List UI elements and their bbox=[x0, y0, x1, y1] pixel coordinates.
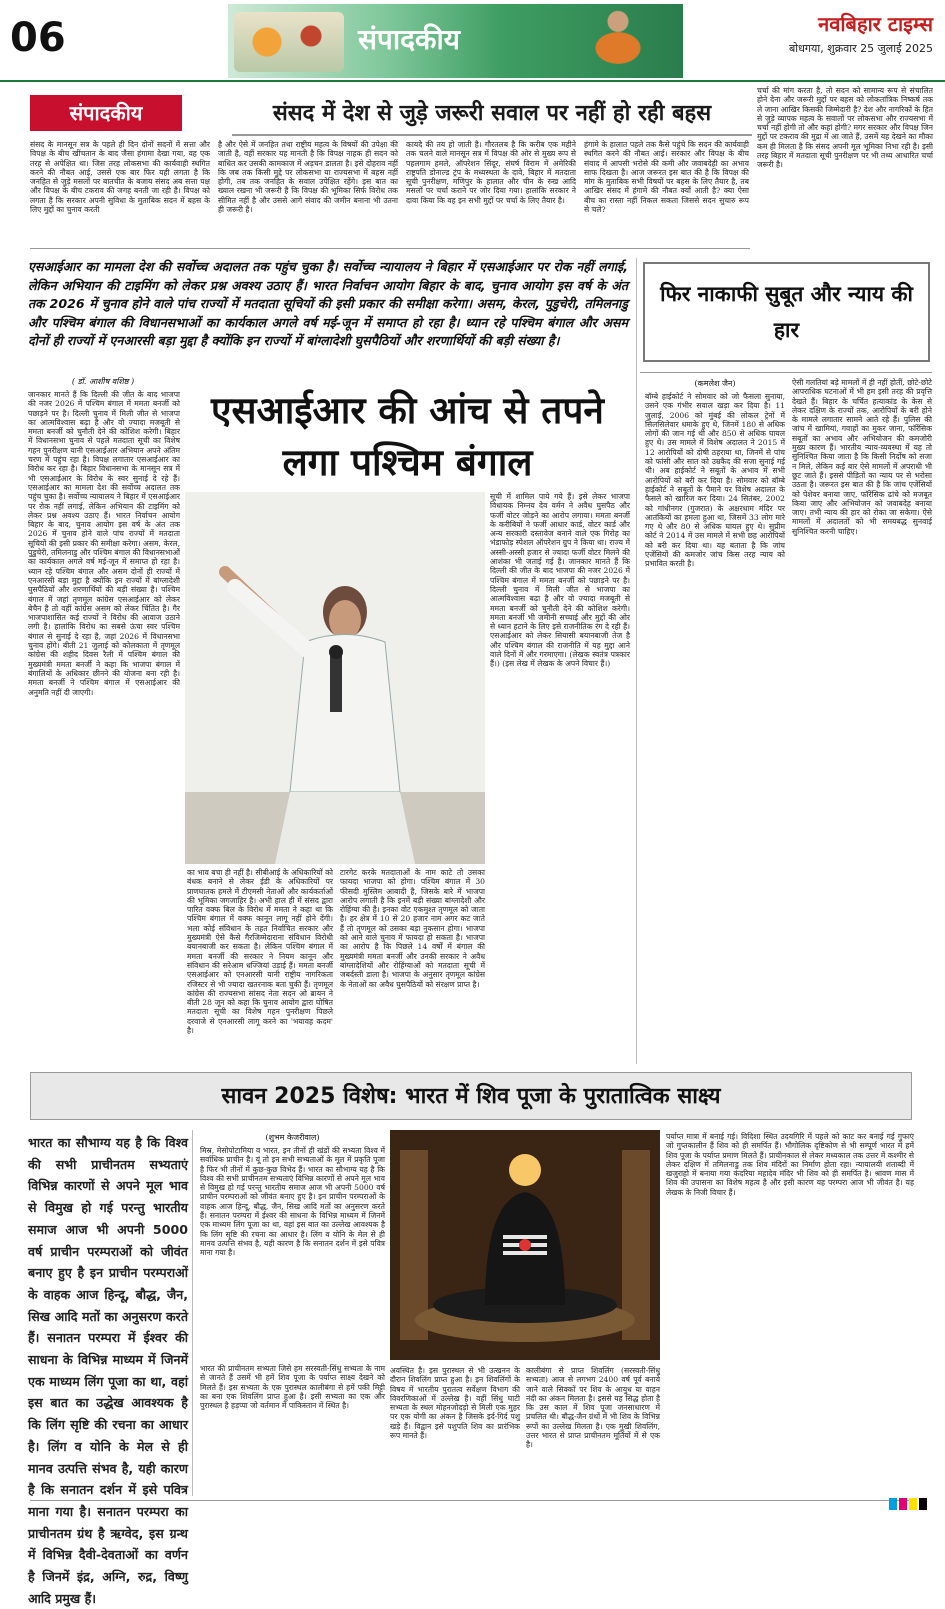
sir-column-2: का भाव बचा ही नहीं है। सीबीआई के अधिकारियों को बंधक बनाने से लेकर ईडी के अधिकारियों पर प्राणघातक हमले में टीएमसी नेताओं और कार्यकर्ताओं की भूमिका जगजाहिर है। अभी हाल ही में संसद द्वारा पारित वक्फ बिल के विरोध में ममता ने कहा था कि पश्चिम बंगाल में वक्फ कानून लागू नहीं होने देंगी। भला कोई संविधान के तहत निर्वाचित सरकार और मुख्यमंत्री ऐसे कैसे गैरजिम्मेदाराना संविधान विरोधी बयानबाजी कर सकता है। लेकिन पश्चिम बंगाल में ममता बनर्जी की सरकार ने नियम कानून और संविधान की सरेआम धज्जियां उड़ाई हैं। ममता बनर्जी एसआईआर को एनआरसी यानी राष्ट्रीय नागरिकता रजिस्टर से भी ज्यादा खतरनाक बता चुकी हैं। तृणमूल कांग्रेस की राज्यसभा सांसद नेता सदन ओ ब्रायन ने बीती 28 जून को कहा कि चुनाव आयोग द्वारा घोषित मतदाता सूची का विशेष गहन पुनरीक्षण पिछले दरवाजे से एनआरसी लागू करने का 'भयावह कदम' है। bbox=[187, 868, 333, 1036]
opinion-column-2: ऐसी गलतियां बड़े मामलों में ही नहीं होतीं, छोटे-छोटे आपराधिक घटनाओं में भी हम इसी तरह की प्रवृत्ति देखते हैं। बिहार के चर्चित हत्याकांड के केस से लेकर दक्षिण के राज्यों तक, आरोपियों के बरी होने के मामले लगातार सामने आते रहे हैं। पुलिस की जांच में खामियां, गवाहों का मुकर जाना, फॉरेंसिक सबूतों का अभाव और अभियोजन की कमजोरी मुख्य कारण हैं। भारतीय न्याय-व्यवस्था में यह तो सुनिश्चित किया जाता है कि किसी निर्दोष को सजा न मिले, लेकिन कई बार ऐसे मामलों में अपराधी भी छूट जाते हैं। इससे पीड़ितों का न्याय पर से भरोसा उठता है। जरूरत इस बात की है कि जांच एजेंसियों को पेशेवर बनाया जाए, फॉरेंसिक ढांचे को मजबूत किया जाए और अभियोजन को जवाबदेह बनाया जाए। तभी न्याय की हार को रोका जा सकेगा। ऐसे मामलों में अदालतों को भी समयबद्ध सुनवाई सुनिश्चित करनी चाहिए। bbox=[792, 378, 932, 536]
section-title: संपादकीय bbox=[358, 23, 460, 56]
editorial-divider bbox=[30, 248, 750, 249]
section-banner bbox=[228, 4, 683, 78]
banner-illustration-left bbox=[234, 12, 344, 72]
opinion-divider bbox=[640, 372, 932, 373]
column-divider bbox=[636, 258, 637, 1064]
sawan-column-2: भारत की प्राचीनतम सभ्यता जिसे हम सरस्वती-सिंधु सभ्यता के नाम से जानते हैं उसमें भी हमें शिव पूजा के पर्याप्त साक्ष्य देखने को मिलते हैं। इस सभ्यता के एक पुरास्थल कालीबंगा से हमें पकी मिट्टी का बना एक शिवलिंग प्राप्त हुआ है। इसी सभ्यता का एक और पुरास्थल है हड़प्पा जो वर्तमान में पाकिस्तान में स्थित है। bbox=[200, 1364, 385, 1411]
masthead bbox=[0, 0, 945, 82]
editorial-column-3: कायदे की तय हो जाती है। गौरतलब है कि करीब एक महीने तक चलने वाले मानसून सत्र में विपक्ष की ओर से मुख्य रूप से पहलगाम हमले, ऑपरेशन सिंदूर, संघर्ष विराम में अमेरिकी राष्ट्रपति डोनाल्ड ट्रंप के मध्यस्थता के दावे, बिहार में मतदाता सूची पुनरीक्षण, मणिपुर के हालात और चीन के रुख आदि मसलों पर चर्चा कराने पर जोर दिया गया। हालांकि सरकार ने दावा किया कि वह इन सभी मुद्दों पर चर्चा के लिए तैयार है। bbox=[406, 140, 576, 205]
banner-illustration-right bbox=[558, 6, 678, 76]
date-line: बोधगया, शुक्रवार 25 जुलाई 2025 bbox=[788, 42, 933, 55]
sawan-headline: सावन 2025 विशेष: भारत में शिव पूजा के पुरातात्विक साक्ष्य bbox=[30, 1072, 912, 1120]
sawan-column-5: पर्याप्त मात्रा में बनाई गई। विदिशा स्थित उदयगिरि में पहले को काट कर बनाई गई गुफाएं जो गुप्तकालीन हैं शिव को ही समर्पित हैं। भौगोलिक दृष्टिकोण से भी सम्पूर्ण भारत में हमें शिव पूजा के पर्याप्त प्रमाण मिलते हैं। प्राचीनकाल से लेकर मध्यकाल तक उत्तर में कश्मीर से लेकर दक्षिण में तमिलनाडु तक शिव मंदिरों का निर्माण होता रहा। न्यायालयी शताब्दी में खजुराहो में बनाया गया कंदरिया महादेव मंदिर भी शिव को ही समर्पित है। श्रावण मास में शिव की उपासना का विशेष महत्व है और इसी कारण यह परम्परा आज भी जीवंत है। यह लेखक के निजी विचार हैं। bbox=[666, 1132, 914, 1197]
sir-photo bbox=[185, 492, 485, 864]
editorial-label: संपादकीय bbox=[30, 95, 182, 131]
editorial-column-4: हंगामे के हालात पहले तक कैसे पहुंचे कि सदन की कार्यवाही स्थगित करने की नौबत आई। सरकार और विपक्ष के बीच संवाद में आपसी भरोसे की कमी और जवाबदेही का अभाव साफ दिखता है। आज जरूरत इस बात की है कि विपक्ष की मांग के मुताबिक सभी विषयों पर बहस के लिए तैयार है, तब आखिर संसद में हंगामे की नौबत क्यों आती है? क्या ऐसा बीच का रास्ता नहीं निकल सकता जिससे सदन सुचारु रूप से चले? bbox=[584, 140, 749, 215]
opinion-byline: (कमलेश जैन) bbox=[694, 379, 736, 388]
editorial-column-2: है और ऐसे में जनहित तथा राष्ट्रीय महत्व के विषयों की उपेक्षा की जाती है, वहीं सरकार यह मानती है कि विपक्ष नाहक ही सदन को बाधित कर उसकी कामकाज में अड़चन डालता है। इसे दोहराव नहीं कि जब तक किसी मुद्दे पर लोकसभा या राज्यसभा में बहस नहीं होगी, तब तक जनहित के सवाल उपेक्षित रहेंगे। इस बात का ख्याल रखना भी जरूरी है कि विपक्ष की भूमिका सिर्फ विरोध तक सीमित नहीं है और उससे आगे संवाद की जमीन बनाना भी उतना ही जरूरी है। bbox=[218, 140, 398, 215]
sir-headline: एसआईआर की आंच से तपने लगा पश्चिम बंगाल bbox=[211, 389, 604, 484]
opinion-column-1: बॉम्बे हाईकोर्ट ने सोमवार को जो फैसला सुनाया, उसने एक गंभीर सवाल खड़ा कर दिया है। 11 जुलाई, 2006 को मुंबई की लोकल ट्रेनों में सिलसिलेवार धमाके हुए थे, जिनमें 180 से अधिक लोगों की जान गई थी और 850 से अधिक घायल हुए थे। उस मामले में विशेष अदालत ने 2015 में 12 आरोपियों को दोषी ठहराया था, जिनमें से पांच को फांसी और सात को उम्रकैद की सजा सुनाई गई थी। अब हाईकोर्ट ने सबूतों के अभाव में सभी आरोपियों को बरी कर दिया है। सोमवार को बॉम्बे हाईकोर्ट ने सबूतों के पैमाने पर विशेष अदालत के फैसले को खारिज कर दिया। 24 सितंबर, 2002 को गांधीनगर (गुजरात) के अक्षरधाम मंदिर पर आतंकियों का हमला हुआ था, जिसमें 33 लोग मारे गए थे और 80 से अधिक घायल हुए थे। सुप्रीम कोर्ट ने 2014 में उस मामले में सभी छह आरोपियों को बरी कर दिया था। यह बताता है कि जांच एजेंसियों की कमजोर जांच किस तरह न्याय को प्रभावित करती है। bbox=[645, 392, 785, 569]
editorial-column-1: संसद के मानसून सत्र के पहले ही दिन दोनों सदनों में सत्ता और विपक्ष के बीच खींचतान के बाद जैसा हंगामा देखा गया, वह एक तरह से अपेक्षित था। जिस तरह लोकसभा की कार्यवाही स्थगित करने की नौबत आई, उससे एक बार फिर यही लगता है कि जनहित से जुड़े मसलों पर बातचीत के बजाय संसद अब सत्ता पक्ष और विपक्ष के बीच टकराव की जगह बनती जा रही है। विपक्ष को लगता है कि सरकार अपनी सुविधा के मुताबिक सदन में बहस के लिए मुद्दों का चुनाव करती bbox=[30, 140, 210, 215]
politician-speaking-image bbox=[185, 492, 485, 864]
sawan-intro: भारत का सौभाग्य यह है कि विश्व की सभी प्राचीनतम सभ्यताएं विभिन्न कारणों से अपने मूल भाव से विमुख हो गई परन्तु भारतीय समाज आज भी अपनी 5000 वर्ष प्राचीन परम्पराओं को जीवंत बनाए हुए है इन प्राचीन परम्पराओं के वाहक आज हिन्दू, बौद्ध, जैन, सिख आदि मतों का अनुसरण करते हैं। सनातन परम्परा में ईश्वर की साधना के विभिन्न माध्यम में जिनमें एक माध्यम लिंग पूजा का था, वहां इस बात का उद्धेख आवश्यक है कि लिंग सृष्टि की रचना का आधार है। लिंग व योनि के मेल से ही मानव उत्पत्ति संभव है, यही कारण है कि सनातन दर्शन में इसे पवित्र माना गया है। सनातन परम्परा का प्राचीनतम ग्रंथ है ऋग्वेद, इस ग्रन्थ में विभिन्न दैवी-देवताओं का वर्णन है जिनमें इंद्र, अग्नि, रुद्र, विष्णु आदि प्रमुख हैं। bbox=[28, 1135, 188, 1606]
sawan-column-3: अवस्थित है। इस पुरास्थल से भी उत्खनन के दौरान शिवलिंग प्राप्त हुआ है। इन शिवलिंगों के विषय में भारतीय पुरातत्व सर्वेक्षण विभाग की विवरणिकाओं में उल्लेख है। वहीं सिंधु घाटी सभ्यता के स्थल मोहनजोदड़ो से मिली एक मुहर पर एक योगी का अंकन है जिसके इर्द-गिर्द पशु खड़े हैं। विद्वान इसे पशुपति शिव का प्रारंभिक रूप मानते हैं। bbox=[390, 1366, 520, 1441]
sir-column-1: जानकार मानते हैं कि दिल्ली की जीत के बाद भाजपा की नजर 2026 में पश्चिम बंगाल में ममता बनर्जी को पछाड़ने पर है। दिल्ली चुनाव में मिली जीत से भाजपा का आत्मविश्वास बढ़ा है और वो ज्यादा मजबूती से ममता बनर्जी को चुनौती देने की कोशिश करेगी। बिहार में विधानसभा चुनाव से पहले मतदाता सूची का विशेष गहन पुनरीक्षण यानी एसआईआर अभियान अपने अंतिम चरण में पहुंच रहा है। विपक्ष लगातार एसआईआर का विरोध कर रहा है। बिहार विधानसभा के मानसून सत्र में भी एसआईआर के विरोध के स्वर सुनाई दे रहे हैं। एसआईआर का मामला देश की सर्वोच्च अदालत तक पहुंच चुका है। सर्वोच्च न्यायालय ने बिहार में एसआईआर पर रोक नहीं लगाई, लेकिन अभियान की टाइमिंग को लेकर प्रश्न अवश्य उठाए हैं। भारत निर्वाचन आयोग बिहार के बाद, चुनाव आयोग इस वर्ष के अंत तक 2026 में चुनाव होने वाले पांच राज्यों में मतदाता सूचियों की इसी प्रकार की समीक्षा करेगा। असम, केरल, पुडुचेरी, तमिलनाडु और पश्चिम बंगाल की विधानसभाओं का कार्यकाल अगले वर्ष मई-जून में समाप्त हो रहा है। ध्यान रहे पश्चिम बंगाल और असम दोनों ही राज्यों में एनआरसी बड़ा मुद्दा है क्योंकि इन राज्यों में बांग्लादेशी घुसपैठियों और शरणार्थियों की बड़ी संख्या है। पश्चिम बंगाल में जहां तृणमूल कांग्रेस एसआईआर को लेकर बेचैन है तो वहीं कांग्रेस असम को लेकर चिंतित है। गैर भाजपाशासित कई राज्यों ने विरोध की आवाज उठाने लगी है। हालांकि विरोध का सबसे ऊंचा स्वर पश्चिम बंगाल से सुनाई दे रहा है, जहां 2026 में विधानसभा चुनाव होंगे। बीती 21 जुलाई को कोलकाता में तृणमूल कांग्रेस की शहीद दिवस रैली में पश्चिम बंगाल की मुख्यमंत्री ममता बनर्जी ने कहा कि भाजपा बंगाल में बंगालियों के अधिकार छीनने की योजना बना रही है। ममता बनर्जी ने पश्चिम बंगाल में एसआईआर की अनुमति नहीं दी जाएगी। bbox=[28, 390, 180, 697]
sawan-column-1: मिस्र, मेसोपोटामिया व भारत, इन तीनों ही खंडों की सभ्यता विश्व में सर्वाधिक प्राचीन है। यूं तो इन सभी सभ्यताओं के मूल में प्रकृति पूजा है फिर भी तीनों में कुछ-कुछ विभेद हैं। भारत का सौभाग्य यह है कि विश्व की सभी प्राचीनतम सभ्यताएं विभिन्न कारणों से अपने मूल भाव से विमुख हो गई परन्तु भारतीय समाज आज भी अपनी 5000 वर्ष प्राचीन परम्पराओं को जीवंत बनाए हुए है। इन प्राचीन परम्पराओं के वाहक आज हिन्दू, बौद्ध, जैन, सिख आदि मतों का अनुसरण करते हैं। सनातन परम्परा में ईश्वर की साधना के विभिन्न माध्यम में जिनमें एक माध्यम लिंग पूजा का था, वहां इस बात का उल्लेख आवश्यक है कि लिंग सृष्टि की रचना का आधार है। लिंग व योनि के मेल से ही मानव उत्पत्ति संभव है, यही कारण है कि सनातन दर्शन में इसे पवित्र माना गया है। bbox=[200, 1146, 385, 1258]
sir-intro: एसआईआर का मामला देश की सर्वोच्च अदालत तक पहुंच चुका है। सर्वोच्च न्यायालय ने बिहार में एसआईआर पर रोक नहीं लगाई, लेकिन अभियान की टाइमिंग को लेकर प्रश्न अवश्य उठाए हैं। भारत निर्वाचन आयोग बिहार के बाद, चुनाव आयोग इस वर्ष के अंत तक 2026 में चुनाव होने वाले पांच राज्यों में मतदाता सूचियों की इसी प्रकार की समीक्षा करेगा। असम, केरल, पुडुचेरी, तमिलनाडु और पश्चिम बंगाल की विधानसभाओं का कार्यकाल अगले वर्ष मई-जून में समाप्त हो रहा है। ध्यान रहे पश्चिम बंगाल और असम दोनों ही राज्यों में एनआरसी बड़ा मुद्दा है क्योंकि इन राज्यों में बांग्लादेशी घुसपैठियों और शरणार्थियों की बड़ी संख्या है। bbox=[28, 259, 628, 349]
sir-column-4: सूची में शामिल पाये गये हैं। इसे लेकर भाजपा विधायक निम्नय देव वर्मन ने अवैध घुसपैठ और फर्जी वोटर जोड़ने का आरोप लगाया। ममता बनर्जी के करीबियों ने फर्जी आधार कार्ड, वोटर कार्ड और अन्य सरकारी दस्तावेज बनाने वाले एक गिरोह का भंडाफोड़ स्पेशल ऑपरेशन ग्रुप ने किया था। राज्य में अस्सी-अस्सी हजार से ज्यादा फर्जी वोटर मिलने की आशंका भी जताई गई है। जानकार मानते हैं कि दिल्ली की जीत के बाद भाजपा की नजर 2026 में पश्चिम बंगाल में ममता बनर्जी को पछाड़ने पर है। दिल्ली चुनाव में मिली जीत से भाजपा का आत्मविश्वास बढ़ा है और वो ज्यादा मजबूती से ममता बनर्जी को चुनौती देने की कोशिश करेगी। ममता बनर्जी भी जमीनी सच्चाई और मुद्दों की ओर से ध्यान हटाने के लिए इसे राजनीतिक रंग दे रही हैं। एसआईआर को लेकर सियासी बयानबाजी तेज है और पश्चिम बंगाल की राजनीति में यह मुद्दा आने वाले दिनों में और गरमाएगा। (लेखक स्वतंत्र पत्रकार हैं।) (इस लेख में लेखक के अपने विचार हैं।) bbox=[490, 492, 630, 669]
page-number: 06 bbox=[10, 10, 72, 66]
sawan-column-4: कालीबंगा से प्राप्त शिवलिंग (सरस्वती-सिंधु सभ्यता) आज से लगभग 2400 वर्ष पूर्व बनाये जाने वाले सिक्कों पर शिव के आयुध या वाहन नंदी का अंकन मिलता है। इससे यह सिद्ध होता है कि उस काल में शिव पूजा जनसाधारण में प्रचलित थी। बौद्ध-जैन ग्रंथों में भी शिव के विभिन्न रूपों का उल्लेख मिलता है। एक मुखी शिवलिंग, उत्तर भारत से प्राप्त प्राचीनतम मूर्तियों में से एक है। bbox=[526, 1366, 660, 1450]
paper-nameplate bbox=[789, 10, 933, 56]
print-color-bar bbox=[889, 1498, 927, 1510]
sir-byline: ( डॉ. आशीष वशिष्ठ ) bbox=[71, 377, 135, 386]
shivling-photo bbox=[390, 1130, 660, 1360]
sawan-divider bbox=[192, 1130, 193, 1496]
page-bottom-rule bbox=[30, 1500, 912, 1501]
sawan-byline: (शुभम केजरीवाल) bbox=[265, 1133, 320, 1142]
opinion-headline: फिर नाकाफी सुबूत और न्याय की हार bbox=[643, 262, 930, 362]
sir-column-3: टारगेट करके मतदाताओं के नाम काटे तो उसका फायदा भाजपा को होगा। पश्चिम बंगाल में 30 फीसदी मुस्लिम आबादी है, जिसके बारे में भाजपा आरोप लगाती है कि इनमें बड़ी संख्या बांग्लादेशी और रोहिंग्या की है। इनका वोट एकमुश्त तृणमूल को जाता है। हर क्षेत्र में 10 से 20 हजार नाम अगर कट जाते हैं तो तृणमूल को उसका बड़ा नुकसान होगा। भाजपा को आने वाले चुनाव में फायदा हो सकता है। भाजपा का आरोप है कि पिछले 14 वर्षों में बंगाल की मुख्यमंत्री ममता बनर्जी और उनकी सरकार ने अवैध बांग्लादेशियों और रोहिंग्याओं को मतदाता सूची में जबर्दस्ती डाला है। भाजपा के अनुसार तृणमूल कांग्रेस के नेताओं का अवैध घुसपैठियों को संरक्षण प्राप्त है। bbox=[340, 868, 485, 989]
editorial-headline: संसद में देश से जुड़े जरूरी सवाल पर नहीं हो रही बहस bbox=[232, 92, 752, 136]
paper-name: नवबिहार टाइम्स bbox=[818, 12, 933, 36]
editorial-column-5: चर्चा की मांग करता है, तो सदन को सामान्य रूप से संचालित होने देना और जरूरी मुद्दों पर बहस को लोकतांत्रिक निष्कर्ष तक ले जाना आखिर किसकी जिम्मेदारी है? देश और नागरिकों के हित से जुड़े व्यापक महत्व के सवालों पर लोकसभा और राज्यसभा में चर्चा नहीं होगी तो और कहां होगी? मगर सरकार और विपक्ष जिन मुद्दों पर टकराव की मुद्रा में आ जाते हैं, उसमें यह देखने का मौका कम ही मिलता है कि संसद अपनी मूल भूमिका निभा रही है। इसी तरह बिहार में मतदाता सूची पुनरीक्षण पर भी तथ्य आधारित चर्चा जरूरी है। bbox=[757, 86, 933, 170]
shivling-image bbox=[390, 1130, 660, 1360]
